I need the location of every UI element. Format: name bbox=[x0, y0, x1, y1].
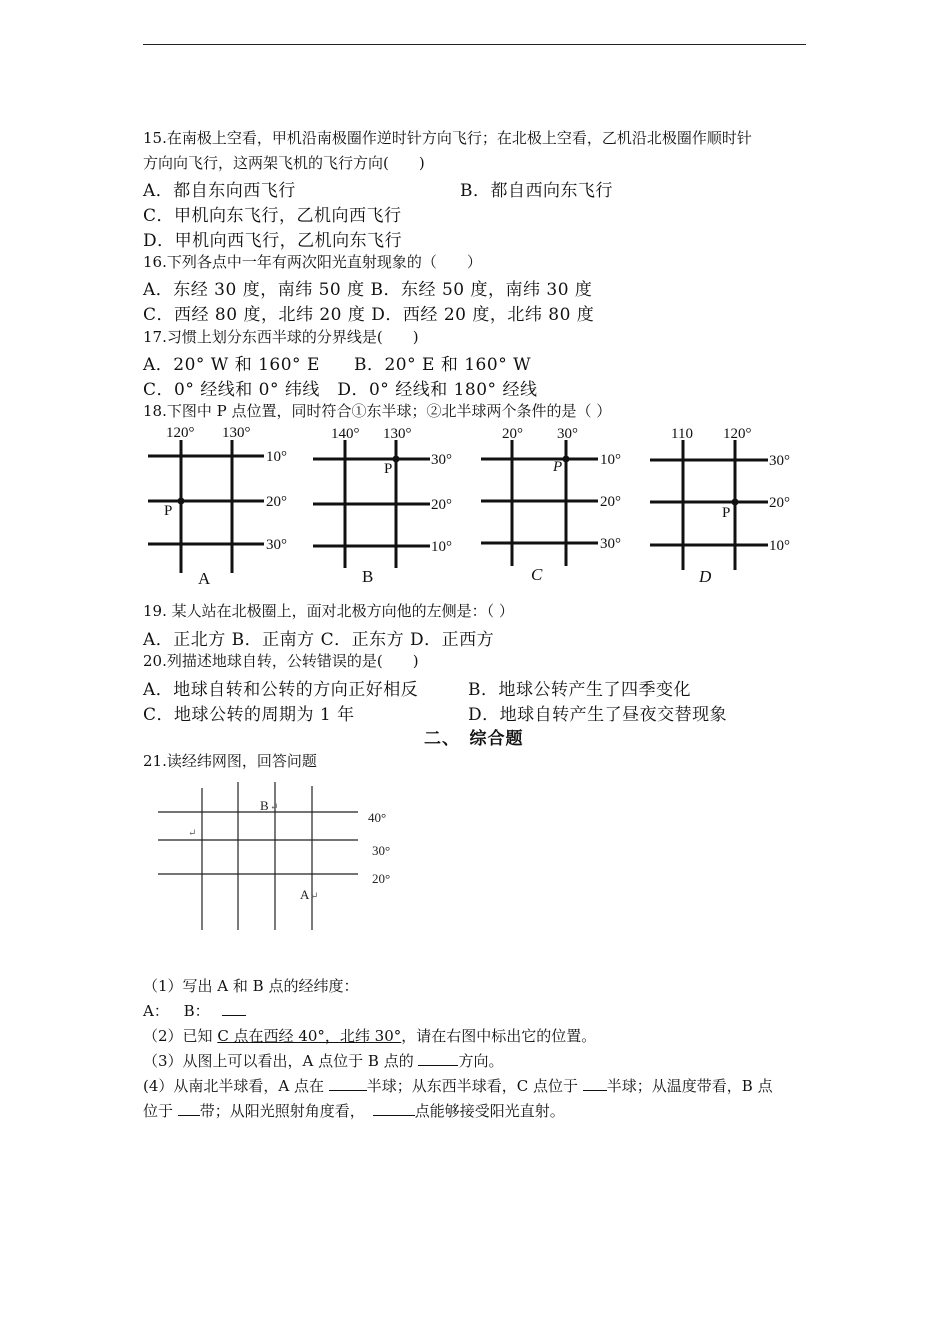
q20-option-a: A．地球自转和公转的方向正好相反 bbox=[143, 680, 419, 700]
q21-part4-line1 bbox=[143, 1075, 773, 1096]
diagram-d-lon-1: 110 bbox=[671, 426, 693, 442]
q21-part4-b: 半球；从东西半球看，C 点位于 bbox=[366, 1077, 583, 1095]
q18-stem: 18.下图中 P 点位置，同时符合①东半球；②北半球两个条件的是（ ） bbox=[143, 402, 612, 420]
diagram-d-lon-2: 120° bbox=[723, 426, 752, 442]
q21-part1: （1）写出 A 和 B 点的经纬度： bbox=[143, 977, 359, 995]
point-p-c bbox=[563, 456, 570, 463]
diagram-b-letter: B bbox=[362, 567, 374, 586]
diagram-c-lat-1: 10° bbox=[600, 452, 621, 468]
q21-part4-a: (4）从南北半球看，A 点在 bbox=[143, 1077, 329, 1095]
q15-option-d: D．甲机向西飞行，乙机向东飞行 bbox=[143, 231, 403, 251]
q15-option-b: B．都自西向东飞行 bbox=[460, 181, 613, 201]
q19-stem: 19. 某人站在北极圈上，面对北极方向他的左侧是：（ ） bbox=[143, 602, 514, 620]
q21-stem: 21.读经纬网图，回答问题 bbox=[143, 752, 317, 770]
q16-stem: 16.下列各点中一年有两次阳光直射现象的（ ） bbox=[143, 253, 482, 271]
diagram-b-lat-1: 30° bbox=[431, 452, 452, 468]
map-lat-20: 20° bbox=[372, 871, 391, 886]
map-return-mark-a: ↵ bbox=[310, 891, 319, 902]
q21-part2-prefix: （2）已知 bbox=[143, 1027, 218, 1045]
q21-part2 bbox=[143, 1025, 596, 1046]
diagram-c-lon-1: 20° bbox=[502, 426, 523, 442]
q20-stem: 20.列描述地球自转，公转错误的是( ) bbox=[143, 652, 419, 670]
q21-part3-suffix: 方向。 bbox=[458, 1052, 504, 1070]
diagram-d-lat-3: 10° bbox=[769, 538, 790, 554]
q16-options-cd: C．西经 80 度，北纬 20 度 D．西经 20 度，北纬 80 度 bbox=[143, 305, 595, 325]
point-p-b bbox=[393, 456, 400, 463]
point-p-d bbox=[732, 499, 739, 506]
q18-grid-diagrams bbox=[0, 418, 950, 598]
diagram-a-lon-1: 120° bbox=[166, 425, 195, 441]
q20-option-d: D．地球自转产生了昼夜交替现象 bbox=[468, 705, 728, 725]
diagram-a-lat-1: 10° bbox=[266, 449, 287, 465]
q21-part4-blank3[interactable] bbox=[178, 1101, 200, 1116]
diagram-d-letter: D bbox=[699, 567, 712, 586]
map-return-mark: ↵ bbox=[188, 828, 197, 839]
map-return-mark-b: ↵ bbox=[270, 802, 279, 813]
q20-option-b: B．地球公转产生了四季变化 bbox=[468, 680, 691, 700]
diagram-d-p: P bbox=[722, 505, 731, 521]
q20-option-c: C．地球公转的周期为 1 年 bbox=[143, 705, 355, 725]
diagram-b-lon-2: 130° bbox=[383, 426, 412, 442]
point-p-a bbox=[178, 498, 185, 505]
q15-stem-line1: 15.在南极上空看，甲机沿南极圈作逆时针方向飞行；在北极上空看，乙机沿北极圈作顺时针 bbox=[143, 129, 752, 147]
diagram-b-lat-3: 10° bbox=[431, 539, 452, 555]
diagram-a-p: P bbox=[164, 503, 173, 519]
q21-part3-blank[interactable] bbox=[418, 1051, 458, 1066]
diagram-a-lon-2: 130° bbox=[222, 425, 251, 441]
q21-part4-blank2[interactable] bbox=[583, 1076, 607, 1091]
q21-part4-d: 位于 bbox=[143, 1102, 178, 1120]
q21-part4-blank4[interactable] bbox=[373, 1101, 415, 1116]
q21-answer-b-label: B： bbox=[183, 1002, 210, 1020]
q15-option-a: A．都自东向西飞行 bbox=[143, 181, 296, 201]
diagram-c-lon-2: 30° bbox=[557, 426, 578, 442]
diagram-d-lat-2: 20° bbox=[769, 495, 790, 511]
q21-part4-f: 点能够接受阳光直射。 bbox=[414, 1102, 565, 1120]
q21-part4-blank1[interactable] bbox=[329, 1076, 367, 1091]
q21-part4-e: 带；从阳光照射角度看， bbox=[199, 1102, 365, 1120]
q21-part1-answer-line bbox=[143, 1000, 246, 1021]
q17-option-b: B．20° E 和 160° W bbox=[354, 355, 532, 375]
diagram-c-p: P bbox=[553, 459, 563, 475]
q15-option-c: C．甲机向东飞行，乙机向西飞行 bbox=[143, 206, 402, 226]
diagram-d-lat-1: 30° bbox=[769, 453, 790, 469]
diagram-b-lat-2: 20° bbox=[431, 497, 452, 513]
q21-answer-a-label: A： bbox=[143, 1002, 169, 1020]
q17-options-cd: C．0° 经线和 0° 纬线 D．0° 经线和 180° 经线 bbox=[143, 380, 538, 400]
q21-part4-line2 bbox=[143, 1100, 565, 1121]
map-point-b: B bbox=[260, 798, 269, 813]
header-rule bbox=[143, 44, 806, 45]
q21-grid-map bbox=[150, 778, 410, 938]
q17-option-a: A．20° W 和 160° E bbox=[143, 355, 320, 375]
section-title: 二、 综合题 bbox=[424, 729, 524, 749]
q21-answer-blank[interactable] bbox=[222, 1001, 246, 1016]
map-lat-40: 40° bbox=[368, 810, 387, 825]
diagram-b-lon-1: 140° bbox=[331, 426, 360, 442]
q15-stem-line2: 方向向飞行，这两架飞机的飞行方向( ) bbox=[143, 154, 425, 172]
diagram-a-letter: A bbox=[198, 569, 211, 588]
map-lat-30: 30° bbox=[372, 843, 391, 858]
diagram-c-lat-2: 20° bbox=[600, 494, 621, 510]
diagram-c-letter: C bbox=[531, 565, 543, 584]
q21-part3 bbox=[143, 1050, 504, 1071]
diagram-a-lat-2: 20° bbox=[266, 494, 287, 510]
map-point-a: A bbox=[300, 887, 310, 902]
q21-part4-c: 半球；从温度带看，B 点 bbox=[606, 1077, 773, 1095]
q19-options: A．正北方 B．正南方 C．正东方 D．正西方 bbox=[143, 630, 495, 650]
q17-stem: 17.习惯上划分东西半球的分界线是( ) bbox=[143, 328, 419, 346]
diagram-c-lat-3: 30° bbox=[600, 536, 621, 552]
q16-options-ab: A．东经 30 度，南纬 50 度 B．东经 50 度，南纬 30 度 bbox=[143, 280, 593, 300]
q21-part3-prefix: （3）从图上可以看出，A 点位于 B 点的 bbox=[143, 1052, 419, 1070]
q21-part2-underlined: C 点在西经 40°，北纬 30° bbox=[217, 1027, 402, 1045]
diagram-a-lat-3: 30° bbox=[266, 537, 287, 553]
q21-part2-suffix: ，请在右图中标出它的位置。 bbox=[401, 1027, 597, 1045]
diagram-b-p: P bbox=[384, 461, 393, 477]
